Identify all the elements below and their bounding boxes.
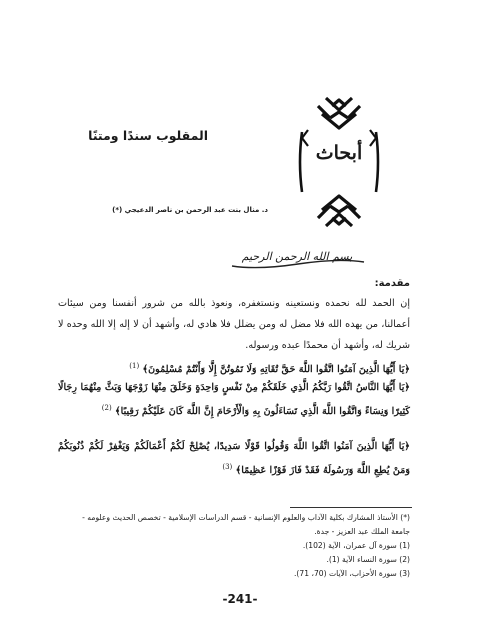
footnote-line: جامعة الملك عبد العزيز - جدة. <box>314 527 410 536</box>
author-line: د. منال بنت عبد الرحمن بن ناصر الدعيجي (*) <box>112 206 268 214</box>
footnote-divider <box>290 507 412 508</box>
footnote-line: (1) سورة آل عمران، الآية (102). <box>302 541 410 550</box>
verse-1 <box>58 356 410 380</box>
verse-text: ﴿يَا أَيُّهَا الَّذِينَ آمَنُوا اتَّقُوا اللَّهَ حَقَّ تُقَاتِهِ وَلَا تَمُوتُنَّ إِلَّا وَأَنْتُمْ مُسْلِمُونَ﴾ <box>142 364 410 376</box>
verse-text: ﴿يَا أَيُّهَا الَّذِينَ آمَنُوا اتَّقُوا اللَّهَ وَقُولُوا قَوْلًا سَدِيدًا، يُصْلِحْ لَكُمْ أَعْمَالَكُمْ وَيَغْفِرْ لَكُمْ ذُنُوبَكُمْ وَمَنْ يُطِعِ اللَّهَ وَرَسُولَهُ فَقَدْ فَازَ فَوْزًا عَظِيمًا﴾ <box>58 441 410 477</box>
section-label: أبحاث <box>315 142 363 164</box>
verse-text: ﴿يَا أَيُّهَا النَّاسُ اتَّقُوا رَبَّكُمُ الَّذِي خَلَقَكُمْ مِنْ نَفْسٍ وَاحِدَةٍ وَخَلَقَ مِنْهَا زَوْجَهَا وَبَثَّ مِنْهُمَا رِجَالًا كَثِيرًا وَنِسَاءً وَاتَّقُوا اللَّهَ الَّذِي تَسَاءَلُونَ بِهِ وَالْأَرْحَامَ إِنَّ اللَّهَ كَانَ عَلَيْكُمْ رَقِيبًا﴾ <box>58 382 410 418</box>
footnote-line: (*) الأستاذ المشارك بكلية الآداب والعلوم الإنسانية - قسم الدراسات الإسلامية - تخصص الحديث وعلومه - <box>82 513 410 522</box>
intro-paragraph: إن الحمد لله نحمده ونستعينه ونستغفره، ونعوذ بالله من شرور أنفسنا ومن سيئات أعمالنا، من يهده الله فلا مضل له ومن يضلل فلا هادي له، وأشهد أن لا إله إلا الله وحده لا شريك له، وأشهد أن محمدًا عبده ورسوله. <box>58 298 410 351</box>
footnotes <box>58 511 410 581</box>
article-title: المقلوب سندًا ومتنًا <box>88 128 208 143</box>
footnote-line: (3) سورة الأحزاب، الآيات (70، 71). <box>294 569 410 578</box>
footnote-ref: (2) <box>101 404 112 412</box>
footnote-ref: (3) <box>222 463 233 471</box>
footnote-ref: (1) <box>129 362 140 370</box>
intro-heading: مقدمة: <box>374 278 410 289</box>
basmala: بسم الله الرحمن الرحيم <box>241 250 353 263</box>
verse-3 <box>58 437 410 481</box>
verse-2 <box>58 378 410 422</box>
page-number: -241- <box>222 592 258 606</box>
footnote-line: (2) سورة النساء الآية (1). <box>326 555 410 564</box>
